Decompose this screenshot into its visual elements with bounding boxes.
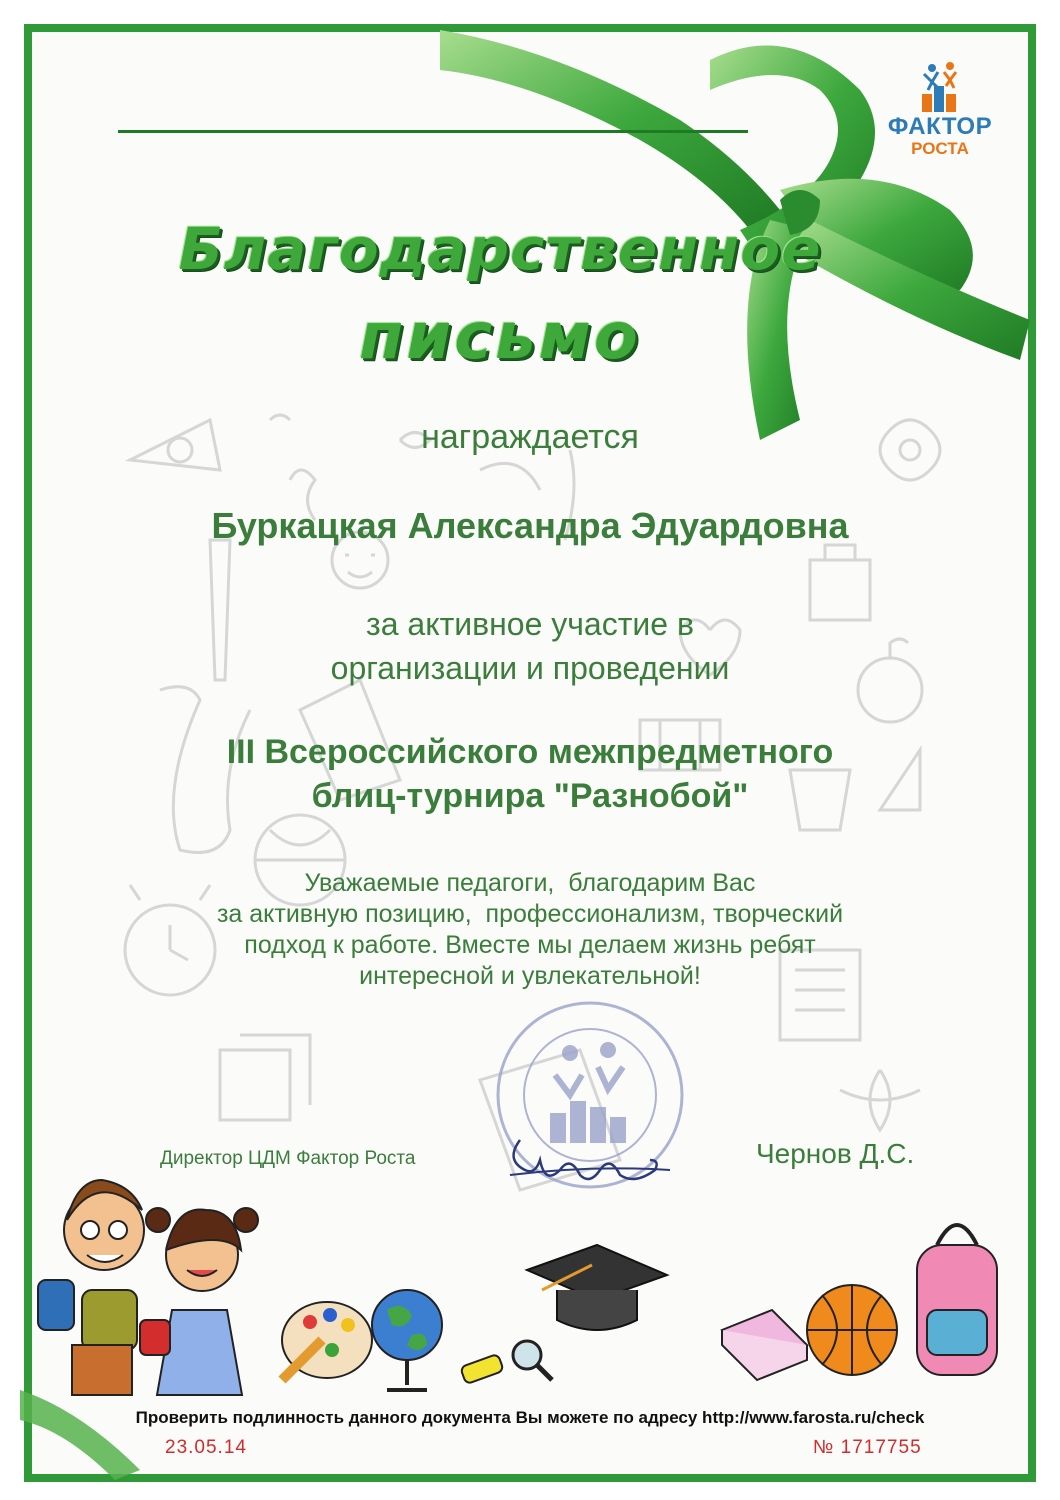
certificate-title-line2: письмо xyxy=(359,300,641,374)
backpack-illustration xyxy=(917,1225,997,1375)
book-illustration xyxy=(722,1310,807,1380)
award-reason-line2: организации и проведении xyxy=(330,650,730,686)
logo-text-line1: ФАКТОР xyxy=(887,113,993,140)
award-reason xyxy=(80,602,980,690)
girl-illustration xyxy=(140,1208,258,1395)
message-line3: подход к работе. Вместе мы делаем жизнь ребят xyxy=(244,931,816,959)
event-name-line2: блиц-турнира "Разнобой" xyxy=(311,777,749,815)
document-number: № 1717755 xyxy=(813,1437,922,1458)
message-line4: интересной и увлекательной! xyxy=(359,962,701,990)
signer-name: Чернов Д.С. xyxy=(756,1138,915,1169)
boy-illustration xyxy=(38,1180,144,1395)
signer-position: Директор ЦДМ Фактор Роста xyxy=(160,1148,416,1169)
globe-illustration xyxy=(372,1290,442,1390)
top-divider-line xyxy=(118,130,748,133)
logo-text-line2: РОСТА xyxy=(911,139,969,158)
authenticity-check-text: Проверить подлинность данного документа Вы можете по адресу http://www.farosta.ru/check xyxy=(135,1408,925,1427)
event-name xyxy=(80,730,980,818)
school-kids-and-supplies-illustration xyxy=(32,1150,1028,1400)
paint-palette-illustration xyxy=(282,1302,372,1380)
message-line2: за активную позицию, профессионализм, творческий xyxy=(216,900,844,928)
certificate-title-line1: Благодарственное xyxy=(178,215,822,283)
message-line1: Уважаемые педагоги, благодарим Вас xyxy=(304,869,756,897)
thank-you-message xyxy=(80,868,980,992)
logo-people-icon xyxy=(910,58,970,114)
award-reason-line1: за активное участие в xyxy=(366,606,694,642)
magnifier-and-marker-illustration xyxy=(460,1341,552,1384)
recipient-name: Буркацкая Александра Эдуардовна xyxy=(211,505,849,546)
event-name-line1: III Всероссийского межпредметного xyxy=(226,733,834,771)
awarded-label: награждается xyxy=(421,418,639,456)
issue-date: 23.05.14 xyxy=(165,1437,247,1458)
basketball-illustration xyxy=(807,1285,897,1375)
fakor-rosta-logo xyxy=(880,58,1000,158)
graduation-cap-illustration xyxy=(527,1245,667,1330)
